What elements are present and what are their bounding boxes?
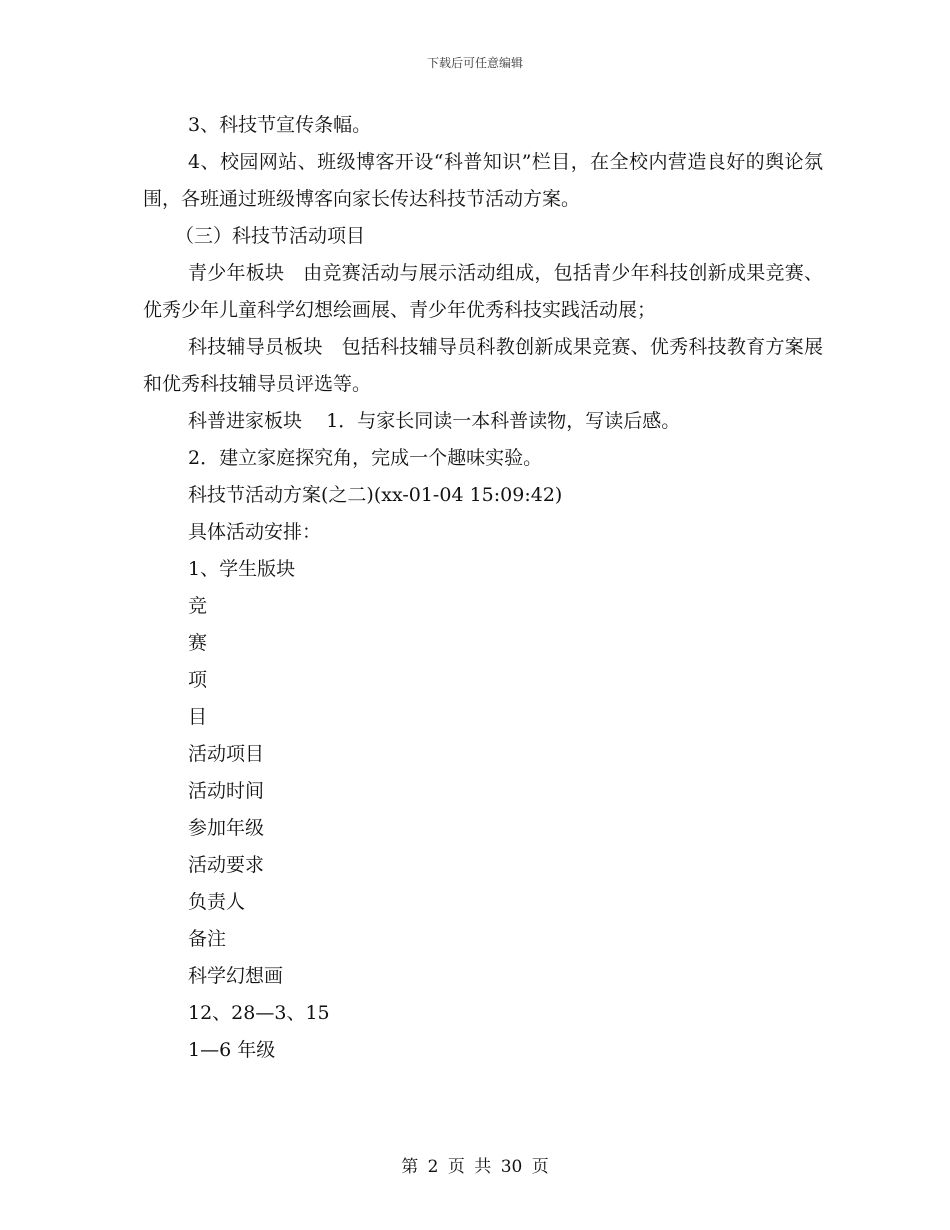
paragraph: 3、科技节宣传条幅。 [188, 114, 372, 136]
page-header: 下载后可任意编辑 [426, 56, 523, 70]
paragraph [143, 403, 823, 440]
table-cell-text: 活动要求 [188, 854, 265, 876]
paragraph-text: 包括科技辅导员科教创新成果竞赛、优秀科技教育方案展和优秀科技辅导员评选等。 [143, 336, 823, 395]
table-cell-text: 赛 [188, 632, 208, 654]
table-cell-text: 备注 [188, 928, 227, 950]
table-cell-text: 1—6 年级 [188, 1039, 276, 1061]
paragraph [143, 255, 823, 329]
table-cell-text: 负责人 [188, 891, 246, 913]
paragraph: 4、校园网站、班级博客开设“科普知识”栏目，在全校内营造良好的舆论氛围，各班通过班级博客向家长传达科技节活动方案。 [143, 151, 823, 210]
paragraph: 1、学生版块 [188, 558, 296, 580]
paragraph: 2．建立家庭探究角，完成一个趣味实验。 [188, 447, 543, 469]
table-cell-text: 活动时间 [188, 780, 265, 802]
paragraph-text: 1．与家长同读一本科普读物，写读后感。 [326, 410, 681, 432]
paragraph-text: 由竞赛活动与展示活动组成，包括青少年科技创新成果竞赛、优秀少年儿童科学幻想绘画展、青少年优秀科技实践活动展； [143, 262, 823, 321]
paragraph: 具体活动安排： [188, 521, 322, 543]
paragraph: 科技节活动方案(之二)(xx-01-04 15:09:42) [188, 484, 563, 506]
paragraph-lead: 科普进家板块 [188, 410, 303, 432]
document-body [143, 107, 823, 1069]
table-cell-text: 项 [188, 669, 208, 691]
page-footer: 第 2 页 共 30 页 [401, 1157, 549, 1177]
paragraph [143, 329, 823, 403]
table-cell-text: 竞 [188, 595, 208, 617]
table-cell-text: 参加年级 [188, 817, 265, 839]
table-cell-text: 目 [188, 706, 208, 728]
table-cell-text: 活动项目 [188, 743, 265, 765]
section-heading: （三）科技节活动项目 [175, 225, 366, 247]
paragraph-lead: 科技辅导员板块 [188, 336, 323, 358]
table-cell-text: 科学幻想画 [188, 965, 284, 987]
paragraph-lead: 青少年板块 [188, 262, 285, 284]
table-cell-text: 12、28—3、15 [188, 1002, 330, 1024]
